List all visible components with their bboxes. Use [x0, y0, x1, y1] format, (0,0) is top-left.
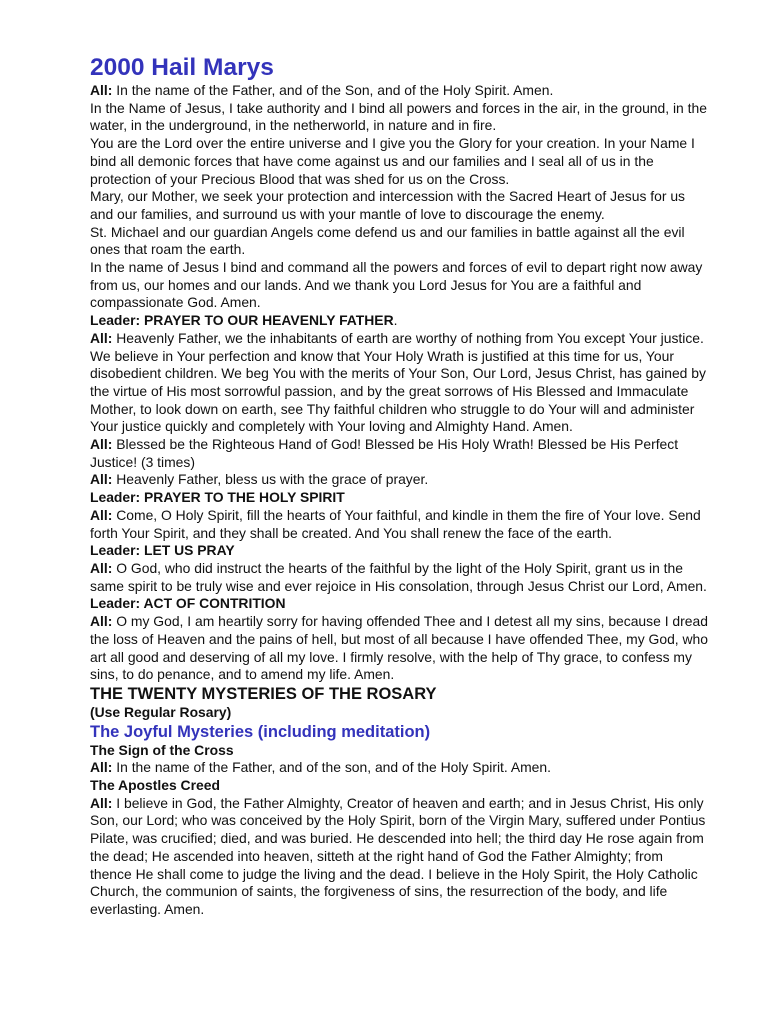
grace-text: Heavenly Father, bless us with the grace of prayer. [112, 471, 429, 488]
leader-heavenly-father [90, 312, 708, 330]
sign-of-cross-text: In the name of the Father, and of the son, and of the Holy Spirit. Amen. [112, 759, 551, 776]
all-label: All: [90, 559, 113, 576]
all-label: All: [90, 82, 113, 98]
let-us-pray-text: O God, who did instruct the hearts of the faithful by the light of the Holy Spirit, grant us in the same spirit to be truly wise and ever rejoice in His consolation, through Jesus Christ our Lord, Amen. [90, 559, 707, 594]
sign-of-cross-prayer [90, 759, 708, 777]
mysteries-heading: THE TWENTY MYSTERIES OF THE ROSARY [90, 684, 437, 703]
grace-prayer [90, 471, 708, 489]
use-rosary-note: (Use Regular Rosary) [90, 703, 232, 720]
command-paragraph: In the name of Jesus I bind and command all the powers and forces of evil to depart right now away from us, our homes and our lands. And we thank you Lord Jesus for You are a faithful and compassionate God. Amen. [90, 259, 703, 311]
blessed-prayer [90, 436, 708, 471]
apostles-creed-heading: The Apostles Creed [90, 777, 220, 794]
leader-heading-period: . [393, 312, 398, 329]
leader-holy-spirit: Leader: PRAYER TO THE HOLY SPIRIT [90, 489, 345, 506]
let-us-pray-prayer [90, 560, 708, 595]
all-label: All: [90, 471, 113, 488]
apostles-creed-text: I believe in God, the Father Almighty, Creator of heaven and earth; and in Jesus Christ, His only Son, our Lord; who was conceived by the Holy Spirit, born of the Virgin Mary, suffered under Pontius Pilate, was crucified; died, and was buried. He descended into hell; the third day He rose again from the dead; He ascended into heaven, sitteth at the right hand of God the Father Almighty; from thence He shall come to judge the living and the dead. I believe in the Holy Spirit, the Holy Catholic Church, the communion of saints, the forgiveness of sins, the resurrection of the body, and life everlasting. Amen. [90, 794, 706, 917]
st-michael-paragraph: St. Michael and our guardian Angels come defend us and our families in battle against all the evil ones that roam the earth. [90, 223, 685, 258]
lord-glory-paragraph: You are the Lord over the entire universe and I give you the Glory for your creation. In your Name I bind all demonic forces that have come against us and our families and I seal all of us in the protection of your Precious Blood that was shed for us on the Cross. [90, 135, 695, 187]
all-label: All: [90, 506, 113, 523]
all-label: All: [90, 329, 113, 346]
opening-prayer-text: In the name of the Father, and of the Son, and of the Holy Spirit. Amen. [112, 82, 554, 98]
sign-of-cross-heading: The Sign of the Cross [90, 741, 234, 758]
heavenly-father-prayer [90, 330, 708, 436]
holy-spirit-text: Come, O Holy Spirit, fill the hearts of Your faithful, and kindle in them the fire of Your love. Send forth Your Spirit, and they shall be created. And You shall renew the face of the earth. [90, 506, 701, 541]
apostles-creed-prayer [90, 795, 708, 919]
blessed-text: Blessed be the Righteous Hand of God! Blessed be His Holy Wrath! Blessed be His Perfect Justice! (3 times) [90, 436, 679, 470]
all-label: All: [90, 613, 113, 630]
joyful-mysteries-heading: The Joyful Mysteries (including meditation) [90, 722, 431, 741]
page-title: 2000 Hail Marys [90, 54, 274, 81]
binding-prayer-paragraph: In the Name of Jesus, I take authority and I bind all powers and forces in the air, in the ground, in the water, in the underground, in the netherworld, in nature and in fire. [90, 99, 707, 134]
all-label: All: [90, 759, 113, 776]
mary-paragraph: Mary, our Mother, we seek your protection and intercession with the Sacred Heart of Jesus for us and our families, and surround us with your mantle of love to discourage the enemy. [90, 188, 686, 222]
contrition-prayer [90, 613, 708, 684]
leader-let-us-pray: Leader: LET US PRAY [90, 542, 235, 559]
heavenly-father-text: Heavenly Father, we the inhabitants of earth are worthy of nothing from You except Your justice. We believe in Your perfection and know that Your Holy Wrath is justified at this time for us, Your disobedient children. We beg You with the merits of Your Son, Our Lord, Jesus Christ, has gained by the virtue of His most sorrowful passion, and by the great sorrows of His Blessed and Immaculate Mother, to look down on earth, see Thy faithful children who struggle to do Your will and administer Your justice quickly and completely with Your loving and Almighty Hand. Amen. [90, 329, 706, 435]
leader-heading: Leader: PRAYER TO OUR HEAVENLY FATHER [90, 312, 394, 329]
holy-spirit-prayer [90, 507, 708, 542]
contrition-text: O my God, I am heartily sorry for having offended Thee and I detest all my sins, because I dread the loss of Heaven and the pains of hell, but most of all because I have offended Thee, my God, who art all good and deserving of all my love. I firmly resolve, with the help of Thy grace, to confess my sins, to do penance, and to amend my life. Amen. [90, 613, 709, 683]
all-label: All: [90, 436, 113, 453]
opening-prayer [90, 82, 708, 100]
all-label: All: [90, 794, 113, 811]
leader-act-of-contrition: Leader: ACT OF CONTRITION [90, 595, 286, 612]
